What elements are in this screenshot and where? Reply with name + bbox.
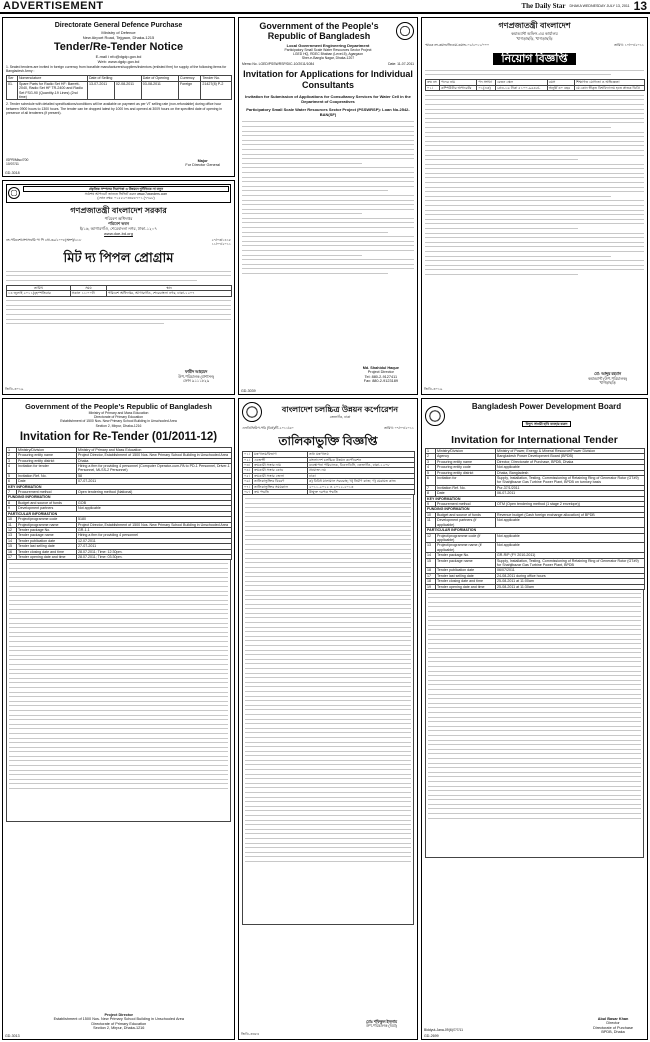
ad7-sig-title: Director bbox=[606, 1021, 620, 1026]
ad2-govt: গণপ্রজাতন্ত্রী বাংলাদেশ সরকার bbox=[70, 205, 167, 215]
ad3-sig-name: Md. Shahidul Haque bbox=[362, 365, 399, 370]
ad3-dept: Local Government Engineering Department bbox=[286, 43, 370, 48]
bfdc-logo-icon bbox=[242, 402, 262, 422]
table-row: 16 Tender closing date and time 28.07.2011; Time: 12:30pm. bbox=[7, 549, 232, 554]
table-row: 15 Tender package name Supply, Installation, Testing, Commissioning of Retaining Ring of Generator Rotor (GT#9) for Shahjibazar Gas Turbine Power Plant, BPDB bbox=[426, 558, 645, 568]
bpdb-logo-icon bbox=[425, 406, 445, 426]
table-row: 8 Budget and source of funds GOB bbox=[7, 500, 232, 505]
ad3-title1: Government of the People's bbox=[259, 21, 379, 31]
newspaper-name: The Daily Star bbox=[521, 2, 566, 10]
table-row: 17 Tender last selling date 24-08-2011 during office hours bbox=[426, 573, 645, 578]
table-row: 11 Development partners (if applicable) Not applicable bbox=[426, 518, 645, 528]
ad6-heading: তালিকাভুক্তি বিজ্ঞপ্তি bbox=[278, 434, 378, 449]
ad3-sig-tel: Tel: 880-2-9127411 bbox=[364, 374, 398, 379]
table-row: 14 Tender package No. GR-R/P (FY 2010-2011) bbox=[426, 553, 645, 558]
ad3-title2: Republic of Bangladesh bbox=[267, 31, 371, 41]
ad5-table: 1 Ministry/Division Ministry of Primary and Mass Education 2 Procuring entity name Project Director, Establishment of 1500 Nos. New Primary School Building in Unschooled Area 3 Procuring entity district Dhaka 4 Invitation for tender Hiring a firm for providing 4 personnel (Computer Operator-cum-PA to PD-1 Personnel, Driver-1 Personnel, MLSS-2 Personnel) 5 Invitation Ref. No. 58 6 Date 07-07-2011 KEY INFORMATION 7 Procurement method Open tendering method (National) FUNDING INFORMATION 8 Budget and source of funds GOB 9 Development partners Not applicable PARTICULAR INFORMATION 10 Project/programme code 5180 11 Project/programme name Project Director, Establishment of 1500 Nos. New Primary School Building in Unschooled Area 12 Tender package No. GR-1.1 13 Tender package name Hiring a firm for providing 4 personnel 14 Tender publication date 12.07.2011 15 Tender last selling date 27-07-2011 16 Tender closing date and time 28.07.2011; Time: 12:30pm. 17 Tender opening date and time 28.07.2011; Time: 03:30pm. bbox=[8, 447, 230, 559]
table-row: 5 Procuring entity district Dhaka, Bangladesh bbox=[426, 470, 645, 475]
ad1-heading: Tender/Re-Tender Notice bbox=[53, 41, 184, 53]
table-row: 19 Tender opening date and time 25-08-2011 at 11:30am bbox=[426, 584, 645, 589]
ad3-project: Participatory Small Scale Water Resources Sector Project bbox=[284, 48, 372, 52]
table-row: 3 Procuring entity name Director, Directorate of Purchase, BPDB, Dhaka bbox=[426, 459, 645, 464]
ad4-memo: স্মারক নং-কমান্ড/জিএম/-কমান্ড-০২/২০১১/০০০ bbox=[425, 43, 490, 47]
ad5-sig-title: Project Director bbox=[104, 1012, 134, 1017]
ad2-phone: (ফোন নম্বর: ০১৫৫২০৩৩৫৮৭০১ (৭৭৯৮) bbox=[97, 196, 155, 201]
ad6-address: তেজগাঁও, ঢাকা bbox=[329, 414, 351, 419]
ad4-code: জিডি-৩০১৯ bbox=[424, 387, 443, 391]
table-row: ০২। এজেন্সী বাংলাদেশ চলচ্চিত্র উন্নয়ন কর্পোরেশন bbox=[243, 457, 415, 462]
ad5-dept: Directorate of Primary Education bbox=[94, 415, 143, 420]
ad-primary-education-retender bbox=[2, 398, 235, 1040]
table-row: 9 Development partners Not applicable bbox=[7, 506, 232, 511]
table-row: 14 Tender publication date 12.07.2011 bbox=[7, 538, 232, 543]
ad1-sig-title: For Director General bbox=[185, 163, 220, 168]
ad5-sig-dept: Directorate of Primary Education bbox=[91, 1021, 147, 1026]
ad6-title: বাংলাদেশ চলচ্চিত্র উন্নয়ন কর্পোরেশন bbox=[281, 404, 399, 414]
ad5-heading: Invitation for Re-Tender (01/2011-12) bbox=[19, 430, 218, 443]
table-row: 6 Date 07-07-2011 bbox=[7, 479, 232, 484]
ad2-date2: ১১/০৭/২০১১ bbox=[211, 241, 231, 246]
ad4-body bbox=[422, 92, 647, 278]
ad7-code: GD-2699 bbox=[424, 1034, 439, 1038]
ad5-title: Government of the People's Republic of Bangladesh bbox=[25, 402, 212, 411]
ad7-table-continued bbox=[425, 590, 644, 858]
ad-bpdb-international-tender bbox=[421, 398, 648, 1040]
ad2-banner: প্রকৃতিক সম্পদের নিরাপত্তা ও উন্নয়নে দুর্নীতিকে না বলুন bbox=[23, 186, 229, 192]
ad3-date: Date: 11-07-2011 bbox=[388, 61, 414, 66]
table-row: 12 Tender package No. GR-1.1 bbox=[7, 527, 232, 532]
ad-bfdc-enlistment bbox=[238, 398, 418, 1040]
page-header bbox=[0, 0, 650, 14]
ad1-address: New Airport Road, Tejgaon, Dhaka-1215 bbox=[82, 35, 155, 40]
ad7-title: Bangladesh Power Development Board bbox=[471, 402, 622, 411]
ad3-code: GD-3039 bbox=[241, 389, 256, 393]
ad4-city: খাগড়াছড়ি, খাগড়াছড়ি bbox=[516, 36, 553, 41]
table-row: 18 Tender closing date and time 25-08-2011 at 11:00am bbox=[426, 579, 645, 584]
ad1-ministry: Ministry of Defence bbox=[101, 30, 136, 35]
table-row: 7 Invitation Ref. No. Pur-37/1/2011 bbox=[426, 485, 645, 490]
ad-dgdp-tender bbox=[2, 17, 235, 177]
ad3-address: LGED HQ, RDEC Bhaban (Level-5), Agargaon bbox=[292, 52, 364, 57]
ad-doe-meet-people bbox=[2, 180, 235, 395]
ad1-note: 2. Tender schedule with detailed specifications/conditions will be available on payment as per VT selling rate (non-refundable) during office hour between 0900 hours to 1300 hours. The tender can be dropped latest by 1000 hrs and opened at 3009 hours on the specified date of opening in presence of all tenderers (if present). bbox=[6, 102, 222, 115]
ad6-sig-name: মোঃ শফিকুল ইসলাম bbox=[366, 1019, 397, 1024]
ad5-address: Section 2, Mirpur, Dhaka-1216 bbox=[95, 423, 142, 428]
ad5-code: GD-3013 bbox=[5, 1034, 20, 1038]
table-header-row: Ser Nomenclature Date of Selling Date of Opening Currency Tender No. bbox=[7, 76, 232, 81]
table-row: 2 Procuring entity name Project Director, Establishment of 1500 Nos. New Primary School Building in Unschooled Area bbox=[7, 453, 232, 458]
table-row: ০১। কম্পিউটার অপারেটর ০১(এক) গ্রেড-১৬ টাকা ৫১০০-৯৬৪৫/- অনূর্ধ্ব ৩০ বছর যে কোন স্বীকৃত বিশ্ববিদ্যালয় হতে স্নাতক ডিগ্রি bbox=[426, 85, 645, 90]
table-row: 1 Ministry/Division Ministry of Primary and Mass Education bbox=[7, 447, 232, 452]
ad5-project: Establishment of 1500 Nos. New Primary School Building in Unschooled Area bbox=[60, 419, 177, 424]
table-row: 4 Invitation for tender Hiring a firm for providing 4 personnel (Computer Operator-cum-PA to PD-1 Personnel, Driver-1 Personnel, MLSS-2 Personnel) bbox=[8, 464, 230, 473]
ad1-date: 10/07/11 bbox=[6, 161, 19, 166]
ad1-web: Web: www.dgdp.gov.bd bbox=[97, 59, 140, 64]
table-row: ০৩। ক্রয়কারী সত্তার নাম ব্যবস্থাপনা পরিচালক, বিএফডিসি, তেজগাঁও, ঢাকা-১২০৮ bbox=[243, 463, 415, 468]
table-row: 3 Procuring entity district Dhaka bbox=[7, 458, 232, 463]
table-row: 1 Ministry/Division Ministry of Power, Energy & Mineral Resource/Power Division bbox=[426, 449, 645, 454]
ad1-email: E-mail i nfo@dgdp.gov.bd bbox=[95, 54, 142, 59]
ad2-sig-phone: ফোন ৯১১১৮২৯ bbox=[183, 379, 210, 384]
ad6-memo: এফডিসি/উপ-পরি (বিপ্র)/টি-২০১১/৬০ bbox=[242, 426, 294, 430]
ad3-project2: Participatory Small Scale Water Resources Sector Project (PSSWRSP): Loan No-2542-BAN(SF) bbox=[246, 106, 410, 117]
ad3-memo: Memo No. LGED/PSSWRSP/DIC-10/2011/1084 bbox=[242, 61, 315, 66]
ad4-table: ক্রঃ নং পদের নাম পদ সংখ্যা বেতন স্কেল বয়স শিক্ষাগত যোগ্যতা ও অভিজ্ঞতা ০১। কম্পিউটার অপারেটর ০১(এক) গ্রেড-১৬ টাকা ৫১০০-৯৬৪৫/- অনূর্ধ্ব ৩০ বছর যে কোন স্বীকৃত বিশ্ববিদ্যালয় হতে স্নাতক ডিগ্রি bbox=[425, 79, 645, 91]
ad4-govt: গণপ্রজাতন্ত্রী বাংলাদেশ bbox=[498, 21, 571, 30]
section-title: ADVERTISEMENT bbox=[3, 0, 104, 12]
ad1-ref: ISPR/Misc/700 bbox=[6, 157, 29, 162]
table-row: 6 Invitation for Supply, Installation, Testing, Commissioning of Retaining Ring of Generator Rotor (GT#9) for Shahjibazar Gas Turbine Power Plant, BPDB on turnkey basis bbox=[426, 476, 645, 486]
ad2-heading: মিট দ্য পিপল প্রোগ্রাম bbox=[63, 250, 174, 266]
ad6-date: তারিখ: ০৭/০৭/২০১১ bbox=[384, 426, 414, 430]
ad6-code: জিডি-৩৩৮৪ bbox=[241, 1032, 260, 1036]
table-row: ০৬। তালিকাভুক্তির বিবরণ ক) বিবিধ মালামাল সরবরাহ; খ) নির্মাণ কাজ; গ) মেরামত কাজ bbox=[243, 479, 415, 484]
table-row: 17 Tender opening date and time 28.07.2011; Time: 03:30pm. bbox=[7, 554, 232, 559]
ad3-sig-title: Project Director bbox=[367, 370, 394, 375]
ad7-sig-dept: Directorate of Purchase bbox=[593, 1025, 633, 1030]
table-row: 7 Procurement method Open tendering method (National) bbox=[7, 490, 232, 495]
ad5-sig-addr: Section 2, Mirpur, Dhaka-1216 bbox=[93, 1026, 145, 1031]
table-row: 10 Budget and source of funds Revenue budget (Cash foreign exchange allocation) of BPDB bbox=[426, 512, 645, 517]
ad1-sig-name: Major bbox=[197, 158, 208, 163]
ad2-office1: পরিবেশ অধিদপ্তর bbox=[104, 215, 133, 221]
ad2-code: জিডি-৩০১৯ bbox=[5, 387, 24, 391]
table-row: 18 Tender publication date 06/07/2011 bbox=[426, 568, 645, 573]
ad-recruitment-notice bbox=[421, 17, 648, 395]
ad5-sig-project: Establishment of 1500 Nos. New Primary School Building in Unschooled Area bbox=[53, 1017, 184, 1022]
table-row: 11 Project/programme name Project Director, Establishment of 1500 Nos. New Primary School Building in Unschooled Area bbox=[7, 522, 232, 527]
table-row: 01. Spare Parts for Radio Set HF: Barrett-2040, Radio Set HF TR-2400 and Radio Set FSG-90 (Quantity-19 Lines) (2nd time) 13-07-2011 02-08-2011 03-08-2011 Foreign 21427(8) P-2 bbox=[7, 81, 232, 100]
ad4-office: কমান্ড্যান্ট অফিস-এর কার্যালয় bbox=[511, 31, 558, 36]
ad3-heading: Invitation for Applications for Individual Consultants bbox=[243, 68, 413, 90]
ad3-city: Sher-e-Bangla Nagar, Dhaka-1207 bbox=[301, 56, 355, 61]
ad2-web: www.doe-bd.org bbox=[104, 230, 133, 236]
seven-wonders-logo-icon bbox=[8, 187, 20, 199]
ad7-slogan: বিদ্যুৎ সাশ্রয়ী হাবি ব্যবহার করুন bbox=[522, 421, 572, 427]
table-row: 15 Tender last selling date 27-07-2011 bbox=[7, 544, 232, 549]
ad1-title: Directorate General Defence Purchase bbox=[54, 22, 183, 29]
table-row: 13 Project/programme name (if applicable) Not applicable bbox=[426, 543, 645, 553]
ad7-heading: Invitation for International Tender bbox=[451, 434, 618, 446]
ad6-table-continued bbox=[242, 495, 414, 925]
table-row: ০৫। ক্রয়কারী সত্তার জেলা ঢাকা bbox=[243, 473, 415, 478]
ad4-sig-place: খাগড়াছড়ি bbox=[599, 381, 616, 386]
ad1-table bbox=[6, 75, 232, 100]
ad1-code: GD-3018 bbox=[5, 171, 20, 175]
table-row: ১৪ জুলাই ২০১১(বৃহস্পতিবার সকাল ১১:০০টা পরিবেশ অধিদপ্তর, আগারগাঁও, শেরেবাংলা নগর, ঢাকা-১২০৭ bbox=[7, 291, 232, 296]
ad2-date: ২৭/০৩/১৪১৮ bbox=[211, 237, 231, 242]
ad2-table: তারিখ সময় স্থান ১৪ জুলাই ২০১১(বৃহস্পতিবার সকাল ১১:০০টা পরিবেশ অধিদপ্তর, আগারগাঁও, শেরেবাংলা নগর, ঢাকা-১২০৭ bbox=[6, 285, 232, 297]
ad5-table-continued bbox=[6, 560, 231, 822]
ad2-memo: নং-পরিবেশ/প্রশাসন/মি পা পি প্রো-৩৯/২০০৮(অংশ)/২১৮ bbox=[6, 237, 82, 242]
ad6-sig-title: উপ-পরিচালক (বিপ্র) bbox=[366, 1024, 397, 1029]
ad4-date: তারিখ: ১০/০৭/২০১১ bbox=[614, 43, 644, 47]
ad4-sig-title: কমান্ড্যান্ট (উপ-পরিচালক) bbox=[588, 376, 627, 381]
ad2-sig-title: উপ-পরিচালক (প্রশাসন) bbox=[178, 374, 214, 379]
ad2-sig-name: ফারীদ আহমেদ bbox=[185, 370, 208, 375]
table-row: ০৮। ক্রয় পদ্ধতি উন্মুক্ত দরপত্র পদ্ধতি bbox=[243, 490, 415, 495]
ad3-body bbox=[239, 119, 417, 277]
ad-lged-consultants bbox=[238, 17, 418, 395]
ad7-table: 1 Ministry/Division Ministry of Power, Energy & Mineral Resource/Power Division 2 Agency Bangladesh Power Development Board (BPDB) 3 Procuring entity name Director, Directorate of Purchase, BPDB, Dhaka 4 Procuring entity code Not applicable 5 Procuring entity district Dhaka, Bangladesh 6 Invitation for Supply, Installation, Testing, Commissioning of Retaining Ring of Generator Rotor (GT#9) for Shahjibazar Gas Turbine Power Plant, BPDB on turnkey basis 7 Invitation Ref. No. Pur-37/1/2011 8 Date 06-07-2011 KEY INFORMATION 9 Procurement method OTM (Open tendering method (1 stage 2 envelope)) FUNDING INFORMATION 10 Budget and source of funds Revenue budget (Cash foreign exchange allocation) of BPDB 11 Development partners (if applicable) Not applicable PARTICULAR INFORMATION 12 Project/programme code (if applicable) Not applicable 13 Project/programme name (if applicable) Not applicable 14 Tender package No. GR-R/P (FY 2010-2011) 15 Tender package name Supply, Installation, Testing, Commissioning of Retaining Ring of Generator Rotor (GT#9) for Shahjibazar Gas Turbine Power Plant, BPDB 18 Tender publication date 06/07/2011 17 Tender last selling date 24-08-2011 during office hours 18 Tender closing date and time 25-08-2011 at 11:00am 19 Tender opening date and time 25-08-2011 at 11:30am bbox=[425, 448, 645, 590]
lged-logo-icon bbox=[396, 22, 414, 40]
table-row: 5 Invitation Ref. No. 58 bbox=[7, 473, 232, 478]
ad7-sig-org: BPDB, Dhaka bbox=[601, 1030, 625, 1035]
table-row: ০৪। ক্রয়কারী সত্তার কোড প্রযোজ্য নয় bbox=[243, 468, 415, 473]
issue-date: DHAKA WEDNESDAY JULY 13, 2011 bbox=[569, 4, 630, 8]
ad4-heading: নিয়োগ বিজ্ঞপ্তি bbox=[493, 53, 575, 65]
ad7-sig-name: Abul Basar Khan bbox=[597, 1016, 629, 1021]
table-row: 13 Tender package name Hiring a firm for providing 4 personnel bbox=[7, 533, 232, 538]
table-row: 10 Project/programme code 5180 bbox=[7, 517, 232, 522]
table-row: 4 Procuring entity code Not applicable bbox=[426, 465, 645, 470]
table-row: 9 Procurement method OTM (Open tendering method (1 stage 2 envelope)) bbox=[426, 502, 645, 507]
ad3-sub: Invitation for Submission of Applications for Consultancy Services for Water Cell in the Department of Cooperatives bbox=[245, 93, 411, 104]
ad2-address: ই/১৬, আগারগাঁও, শেরেবাংলা নগর, ঢাকা-১২০৭ bbox=[80, 225, 157, 231]
ad7-ref: Biddyut-Jana-09(6)/7/7/11 bbox=[424, 1027, 463, 1032]
table-row: 8 Date 06-07-2011 bbox=[426, 491, 645, 496]
ad4-sig-name: মো: আব্দুর রহমান bbox=[594, 372, 621, 377]
ad2-office2: পরিবেশ ভবন bbox=[108, 220, 129, 226]
table-row: ০১। মন্ত্রণালয়/বিভাগ তথ্য মন্ত্রণালয় bbox=[243, 452, 415, 457]
table-row: 12 Project/programme code (if applicable) Not applicable bbox=[426, 533, 645, 543]
ad6-table bbox=[242, 451, 415, 495]
ad3-sig-fax: Fax: 880-2-9123189 bbox=[363, 379, 398, 384]
page-number: 13 bbox=[633, 0, 647, 13]
ad1-intro: 1. Sealed tenders are invited in foreign currency from bonafide manufacturers/suppliers/indentors (enlisted firm) for supply of the following items for Bangladesh Army : bbox=[6, 65, 227, 74]
table-row: 2 Agency Bangladesh Power Development Board (BPDB) bbox=[426, 454, 645, 459]
ad2-web-label: সর্বশেষ আপডেট জানতে ভিজিট করুন www.7wonders.com bbox=[84, 192, 168, 197]
table-row: ০৭। তালিকাভুক্তির সময়কাল ২০১১-২০১২ ও ২০১২-২০১৩ bbox=[243, 484, 415, 489]
ad5-ministry: Ministry of Primary and Mass Education bbox=[88, 411, 149, 415]
